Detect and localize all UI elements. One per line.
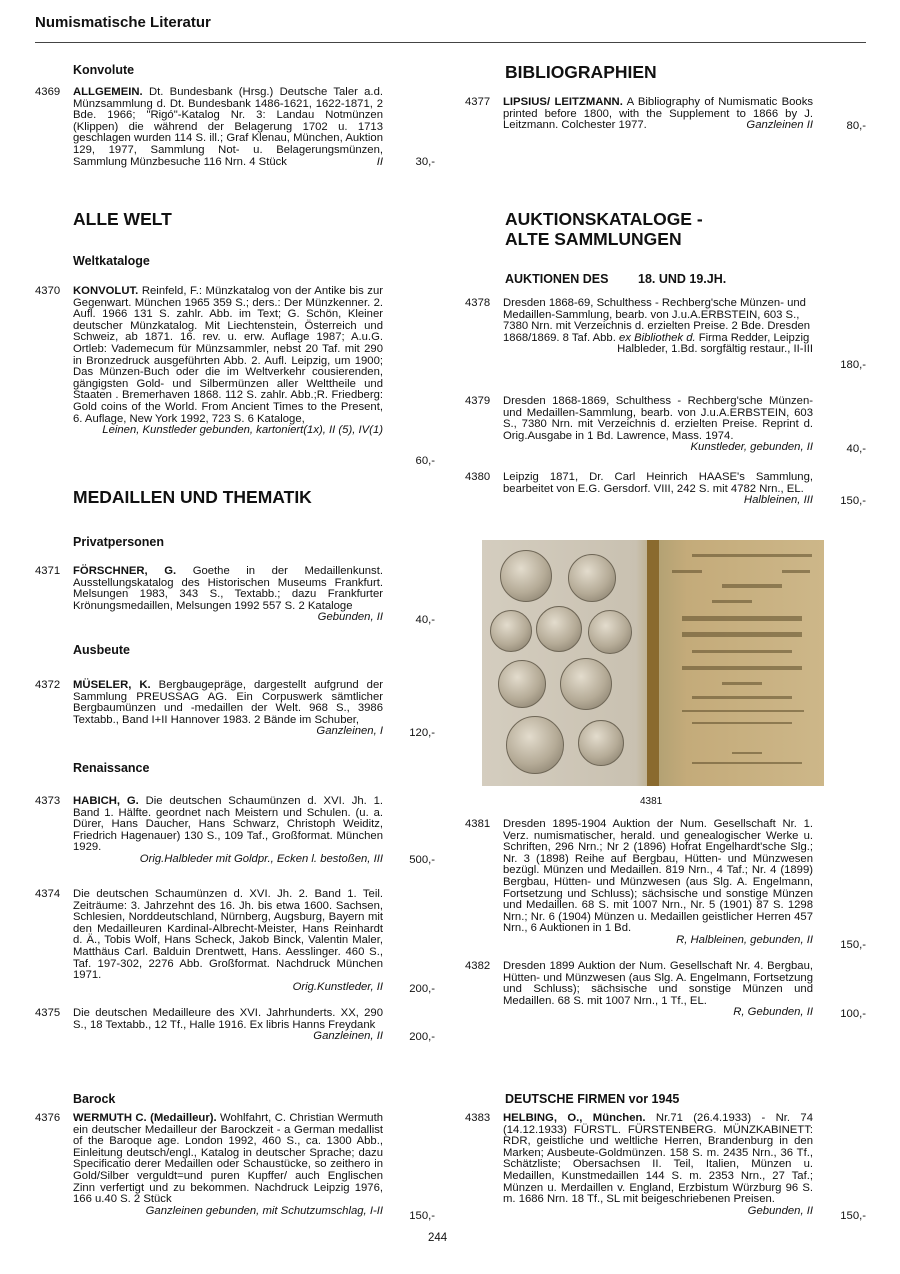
coin-image	[536, 606, 582, 652]
entry-price: 40,-	[846, 443, 866, 455]
header-divider	[35, 42, 866, 43]
entry-text: Leipzig 1871, Dr. Carl Heinrich HAASE's Sammlung, bearbeitet von E.G. Gersdorf. VIII, 242 S. mit 4782 Nrn., EL.	[503, 471, 813, 495]
entry-text: Reinfeld, F.: Münzkatalog von der Antike bis zur Gegenwart. München 1965 359 S.; ders.: Der Münzkenner. 2. Aufl. 1966 131 S. zahlr. Abb. im Text; G. Schön, Kleiner deutscher Münzkatalog. Mit Liechtenstein, Österreich und Schweiz, ab 1871. 16. rev. u. erw. Auflage 1987; A.u.G. Ortleb: Vademecum für Münzsammler, nebst 20 Taf. mit 290 in Bronzedruck ausgeführten Abb. 2. Aufl. Leipzig, um 1900; Das Münzen-Buch oder die im Weltverkehr cousierenden, gängigsten Gold- und Silbermünzen aller Welttheile und Staaten . Bremerhaven 1868. 112 S. zahlr. Abb.;R. Friedberg: Gold coins of the World. From Ancient Times to the Present, 6. Auflage, New York 1992, 723 S. 6 Kataloge,	[73, 285, 383, 425]
entry-price: 180,-	[840, 359, 866, 371]
entry-text-2: Firma Redder, Leipzig	[695, 331, 810, 344]
entry-binding: Orig.Halbleder mit Goldpr., Ecken l. bestoßen, III	[139, 852, 383, 865]
heading-medaillen-thematik: MEDAILLEN UND THEMATIK	[73, 487, 312, 507]
entry-price: 100,-	[840, 1008, 866, 1020]
entry-number: 4371	[35, 565, 61, 577]
entry-price: 150,-	[840, 495, 866, 507]
entry-price: 40,-	[415, 614, 435, 626]
entry-4382	[465, 961, 866, 1025]
entry-4374	[35, 889, 435, 999]
entry-number: 4379	[465, 395, 491, 407]
page-header-title: Numismatische Literatur	[35, 14, 211, 31]
entry-number: 4374	[35, 888, 61, 900]
entry-text: Die deutschen Medailleure des XVI. Jahrhunderts. XX, 290 S., 18 Textabb., 12 Tf., Halle 1916. Ex libris Hanns Freydank	[73, 1007, 383, 1031]
heading-ausbeute: Ausbeute	[73, 643, 130, 657]
entry-number: 4377	[465, 96, 491, 108]
heading-privatpersonen: Privatpersonen	[73, 535, 165, 549]
entry-price: 60,-	[415, 455, 435, 467]
entry-text: Bergbaugepräge, dargestellt aufgrund der Sammlung PREUSSAG AG. Ein Corpuswerk sämtlicher Bergbaumünzen und -medaillen der Welt. 968 S., 3986 Textabb., Band I+II Hannover 1983. 2 Bände im Schuber,	[73, 679, 383, 726]
entry-text: Die deutschen Schaumünzen d. XVI. Jh. 1. Band 1. Hälfte. geordnet nach Meistern und Schulen. (u. a. Dürer, Hans Daucher, Hans Schwarz, Christoph Weiditz, Friedrich Hagenauer) 130 S., 109 Taf., Großformat. München 1929.	[73, 795, 383, 854]
entry-number: 4376	[35, 1112, 61, 1124]
entry-price: 80,-	[846, 120, 866, 132]
entry-4373	[35, 796, 435, 871]
coin-image	[560, 658, 612, 710]
entry-binding: R, Halbleinen, gebunden, II	[676, 933, 813, 946]
entry-4378	[465, 298, 866, 378]
entry-text: A Bibliography of Numismatic Books printed before 1800, with the Supplement to 1866 by J. Leitzmann. Colchester 1977.	[503, 96, 813, 132]
entry-text: Wohlfahrt, C. Christian Wermuth ein deutscher Medailleur der Barockzeit - a German medallist of the Baroque age. London 1992, 460 S., ca. 1300 Abb., Einleitung deutsch/engl., Katalog in deutscher Sprache; dazu Specificatio derer Medaillen oder Schaustücke, so zeithero in Gold/Silber verguldt=und puren Kupffer/ auch Englischen Zinn verfertigt und zu bekommen. Nachdruck Leipzig 1976, 166 u.40 S. 2 Stück	[73, 1112, 383, 1206]
entry-author: MÜSELER, K.	[73, 679, 151, 691]
entry-4371	[35, 566, 435, 630]
entry-4370	[35, 286, 435, 471]
entry-text: Dresden 1868-1869, Schulthess - Rechberg'sche Münzen- und Medaillen-Sammlung, bearb. von J.u.A.ERBSTEIN, 603 S., 7380 Nrn. mit Verzeichnis d. erzielten Preise. Reprint d. Orig.Ausgabe in 1 Bd. Lawrence, Mass. 1974.	[503, 395, 813, 442]
coin-image	[568, 554, 616, 602]
entry-binding: II	[376, 155, 383, 168]
entry-number: 4370	[35, 285, 61, 297]
entry-provenance: ex Bibliothek d.	[619, 331, 696, 344]
entry-text: Goethe in der Medaillenkunst. Ausstellungskatalog des Historischen Museums Frankfurt. Melsungen 1983, 343 S., Textabb.; dazu Frankfurter Krönungsmedaillen, Melsungen 1992 557 S. 2 Kataloge	[73, 565, 383, 612]
entry-price: 200,-	[409, 1031, 435, 1043]
entry-4375	[35, 1008, 435, 1048]
heading-jahrhundert: 18. UND 19.JH.	[638, 272, 727, 286]
entry-binding: Orig.Kunstleder, II	[292, 980, 383, 993]
entry-binding: Halbleder, 1.Bd. sorgfältig restaur., II-III	[617, 343, 813, 356]
entry-price: 30,-	[415, 156, 435, 168]
heading-konvolute: Konvolute	[73, 63, 135, 77]
entry-text: Dresden 1868-69, Schulthess - Rechberg'sche Münzen- und Medaillen-Sammlung, bearb. von J.u.A.ERBSTEIN, 603 S., 7380 Nrn. mit Verzeichnis d. erzielten Preise. 2 Bde. Dresden 1868/1869. 8 Taf. Abb.	[503, 297, 811, 344]
entry-text: Dresden 1895-1904 Auktion der Num. Gesellschaft Nr. 1. Verz. numismatischer, herald. und genealogischer Werke u. Schriften, 296 Nrn.; Nr 2 (1896) Hofrat Engelhardt'sche Slg.; Nr. 3 (1898) Reihe auf Bergbau, Hütten- und Münzwesen bezügl. Münzen und Medaillen. 819 Nrn., 4 Taf.; Nr. 4 (1899) Bergbau, Hütten- und Münzwesen (aus Slg. A. Engelmann, Fortsetzung und Schluss); sächsische und sonstige Münzen und Medaillen. 68 S. mit 1007 Nrn., Nr. 5 (1901) 87 S. 1298 Nrn.; Nr. 6 (1904) Münzen u. Medaillen geistlicher Herren 457 Nrn., 6 Auktionen in 1 Bd.	[503, 818, 813, 935]
entry-4376	[35, 1113, 435, 1228]
entry-text: Die deutschen Schaumünzen d. XVI. Jh. 2. Band 1. Teil. Zeiträume: 3. Jahrzehnt des 16. Jh. bis etwa 1600. Sachsen, Schlesien, Norddeutschland, Nürnberg, Augsburg, Bayern mit den Medailleuren Kardinal-Albrecht-Meister, Hans Reinhardt d. Ä., Tobis Wolf, Hans Scheck, Jakob Binck, Valentin Maler, Matthäus Carl. Balduin Drentwett, Hans. Aesslinger. 460 S., Taf. 197-302, 2276 Abb. Großformat. Nachdruck München 1971.	[73, 888, 383, 982]
entry-author: LIPSIUS/ LEITZMANN.	[503, 96, 623, 108]
entry-4380	[465, 472, 866, 512]
entry-price: 150,-	[840, 1210, 866, 1222]
entry-number: 4378	[465, 297, 491, 309]
entry-text: Nr.71 (26.4.1933) - Nr. 74 (14.12.1933) FÜRSTL. FÜRSTENBERG. MÜNZKABINETT: RDR, geistliche und weltliche Herren, Brandenburg in den Marken; Ausbeute-Goldmünzen. 158 S. m. 2435 Nrn., 36 Tf., Schätzliste; Obersachsen II. Teil, Italien, Münzen u. Medaillen, Kunstmedaillen 144 S. m. 2353 Nrn., 27 Taf.; Münzen u. Merdaillen v. England, Erzbistum Würzburg 96 S. m. 1686 Nrn. 18 Tf., SL mit beigeschriebenen Preisen.	[503, 1112, 813, 1206]
heading-auktionskataloge: AUKTIONSKATALOGE -	[505, 209, 703, 229]
entry-number: 4372	[35, 679, 61, 691]
entry-4379	[465, 396, 866, 460]
entry-binding: Ganzleinen gebunden, mit Schutzumschlag, I-II	[145, 1204, 383, 1217]
page-number: 244	[428, 1232, 448, 1244]
entry-author: ALLGEMEIN.	[73, 86, 143, 98]
entry-number: 4373	[35, 795, 61, 807]
entry-binding: Gebunden, II	[317, 611, 383, 624]
entry-binding: Halbleinen, III	[743, 494, 813, 507]
entry-4383	[465, 1113, 866, 1228]
heading-alte-sammlungen: ALTE SAMMLUNGEN	[505, 229, 682, 249]
entry-author: HELBING, O., München.	[503, 1112, 646, 1124]
entry-4369	[35, 87, 435, 177]
entry-price: 500,-	[409, 854, 435, 866]
entry-price: 200,-	[409, 983, 435, 995]
entry-binding: Ganzleinen, II	[313, 1030, 383, 1043]
heading-deutsche-firmen: DEUTSCHE FIRMEN vor 1945	[505, 1092, 680, 1106]
entry-author: WERMUTH C. (Medailleur).	[73, 1112, 217, 1124]
book-spine	[647, 540, 659, 786]
entry-binding: Kunstleder, gebunden, II	[690, 441, 813, 454]
coin-image	[578, 720, 624, 766]
heading-alle-welt: ALLE WELT	[73, 209, 172, 229]
coin-image	[500, 550, 552, 602]
heading-renaissance: Renaissance	[73, 761, 150, 775]
entry-binding: Ganzleinen, I	[316, 725, 383, 738]
entry-number: 4382	[465, 960, 491, 972]
entry-binding: R, Gebunden, II	[733, 1006, 813, 1019]
entry-price: 150,-	[840, 939, 866, 951]
entry-author: HABICH, G.	[73, 795, 139, 807]
entry-binding: Gebunden, II	[747, 1204, 813, 1217]
entry-author: KONVOLUT.	[73, 285, 139, 297]
heading-auktionen-des: AUKTIONEN DES	[505, 272, 609, 286]
entry-author: FÖRSCHNER, G.	[73, 565, 177, 577]
entry-price: 120,-	[409, 727, 435, 739]
coin-image	[498, 660, 546, 708]
entry-text: Dt. Bundesbank (Hrsg.) Deutsche Taler a.d. Münzsammlung d. Dt. Bundesbank 1486-1621, 1622-1871, 2 Bde. 1966; "Rigó"-Katalog Nr. 3: Landau Notmünzen (Klippen) die während der Belagerung 1702 u. 1713 geschlagen wurden 114 S. ill.; Graf Klenau, München, Auktion 129, 1977, Sammlung Not- u. Belagerungsmünzen, Sammlung Münzbesuche 116 Nrn. 4 Stück	[73, 86, 383, 168]
coin-image	[588, 610, 632, 654]
entry-4372	[35, 680, 435, 744]
entry-4381	[465, 819, 866, 954]
catalogue-photo	[482, 540, 824, 786]
coin-image	[490, 610, 532, 652]
entry-number: 4369	[35, 86, 61, 98]
entry-binding: Ganzleinen II	[746, 119, 813, 132]
heading-bibliographien: BIBLIOGRAPHIEN	[505, 62, 657, 82]
entry-number: 4381	[465, 818, 491, 830]
entry-number: 4383	[465, 1112, 491, 1124]
entry-binding: Leinen, Kunstleder gebunden, kartoniert(1x), II (5), IV(1)	[102, 424, 383, 437]
heading-weltkataloge: Weltkataloge	[73, 254, 150, 268]
heading-barock: Barock	[73, 1092, 116, 1106]
photo-caption: 4381	[640, 796, 663, 807]
entry-number: 4375	[35, 1007, 61, 1019]
entry-4377	[465, 97, 866, 137]
coin-image	[506, 716, 564, 774]
entry-number: 4380	[465, 471, 491, 483]
entry-text: Dresden 1899 Auktion der Num. Gesellschaft Nr. 4. Bergbau, Hütten- und Münzwesen (aus Slg. A. Engelmann, Fortsetzung und Schluss); sächsische und sonstige Münzen und Medaillen. 68 S. mit 1007 Nrn., 1 Tf., EL.	[503, 960, 813, 1007]
entry-price: 150,-	[409, 1210, 435, 1222]
